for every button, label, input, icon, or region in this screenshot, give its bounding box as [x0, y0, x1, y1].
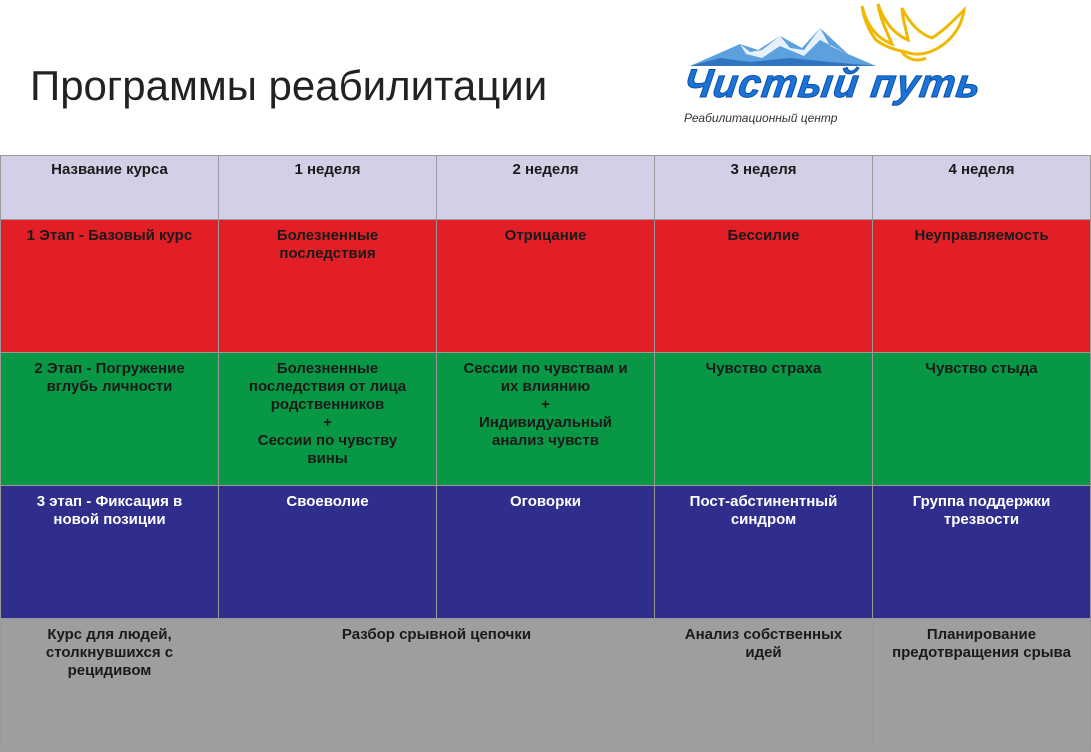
table-cell	[655, 353, 873, 486]
header-cell-week-1	[219, 156, 437, 220]
cell-text: 2 Этап - Погружение вглубь личности	[34, 360, 185, 395]
table-cell-merged	[219, 619, 655, 752]
mountains-icon	[690, 28, 876, 66]
header-label: 3 неделя	[730, 161, 797, 178]
table-cell	[1, 486, 219, 619]
cell-text: Планирование предотвращения срыва	[892, 626, 1071, 661]
cell-text: Чувство стыда	[925, 360, 1038, 377]
table-cell	[655, 486, 873, 619]
cell-text: Оговорки	[510, 493, 581, 510]
cell-text: 1 Этап - Базовый курс	[26, 227, 193, 244]
page-title: Программы реабилитации	[30, 62, 548, 109]
table-cell	[219, 353, 437, 486]
cell-text: Сессии по чувствам и их влиянию + Индивидуальный анализ чувств	[463, 360, 628, 449]
cell-text: Болезненные последствия	[276, 227, 379, 262]
cell-text: Разбор срывной цепочки	[341, 626, 532, 643]
cell-text: Пост-абстинентный синдром	[689, 493, 838, 528]
table-cell	[1, 619, 219, 752]
program-table	[0, 155, 1091, 752]
header-cell-course	[1, 156, 219, 220]
table-row-stage-1	[1, 220, 1091, 353]
cell-text: Курс для людей, столкнувшихся с рецидивом	[45, 626, 174, 679]
table-cell	[1, 220, 219, 353]
table-cell	[655, 220, 873, 353]
logo-subtitle: Реабилитационный центр	[684, 111, 838, 125]
table-row-stage-2	[1, 353, 1091, 486]
header-cell-week-2	[437, 156, 655, 220]
table-cell	[437, 353, 655, 486]
header-label: Название курса	[51, 161, 168, 178]
logo	[680, 0, 985, 130]
table-cell	[437, 486, 655, 619]
table-cell	[1, 353, 219, 486]
table-cell	[655, 619, 873, 752]
header-label: 2 неделя	[512, 161, 579, 178]
table-cell	[219, 486, 437, 619]
cell-text: Группа поддержки трезвости	[912, 493, 1051, 528]
header-label: 1 неделя	[294, 161, 361, 178]
header-cell-week-3	[655, 156, 873, 220]
table-cell	[873, 619, 1091, 752]
table-row-relapse	[1, 619, 1091, 752]
header-label: 4 неделя	[948, 161, 1015, 178]
table-cell	[873, 353, 1091, 486]
cell-text: Бессилие	[727, 227, 800, 244]
eagle-icon	[862, 4, 964, 60]
table-header-row	[1, 156, 1091, 220]
cell-text: Своеволие	[286, 493, 369, 510]
logo-name: Чистый путь	[680, 62, 985, 106]
table-cell	[873, 220, 1091, 353]
table-row-stage-3	[1, 486, 1091, 619]
header-cell-week-4	[873, 156, 1091, 220]
cell-text: Неуправляемость	[914, 227, 1049, 244]
cell-text: 3 этап - Фиксация в новой позиции	[36, 493, 183, 528]
cell-text: Анализ собственных идей	[684, 626, 843, 661]
table-cell	[219, 220, 437, 353]
cell-text: Чувство страха	[705, 360, 822, 377]
table-cell	[437, 220, 655, 353]
table-cell	[873, 486, 1091, 619]
cell-text: Болезненные последствия от лица родственников + Сессии по чувству вины	[248, 360, 407, 467]
cell-text: Отрицание	[504, 227, 587, 244]
